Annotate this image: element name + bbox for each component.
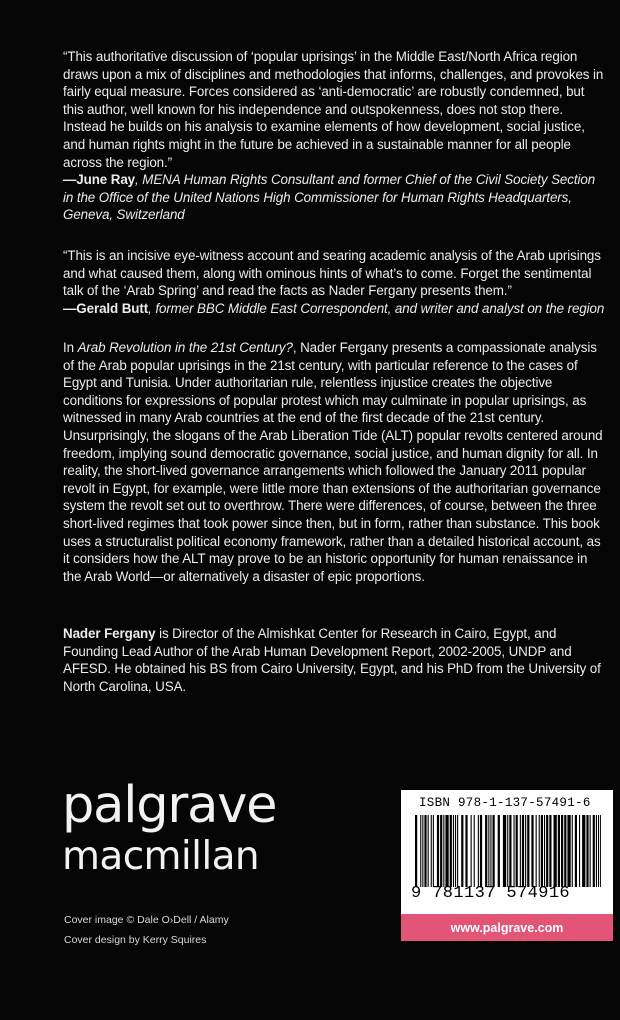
- author-bio-text: [63, 625, 608, 695]
- endorser-affiliation: , former BBC Middle East Correspondent, and writer and analyst on the region: [148, 300, 605, 316]
- barcode-bar: [531, 815, 533, 887]
- endorsement-attribution: [63, 300, 608, 318]
- barcode-bar: [544, 815, 545, 887]
- barcode-bar: [590, 815, 591, 887]
- barcode-bar: [564, 815, 566, 887]
- endorsement-quote-text: “This authoritative discussion of ‘popular uprisings’ in the Middle East/North Africa region draws upon a mix of disciplines and methodologies that informs, challenges, and provokes in fairly equal measure. Forces considered as ‘anti-democratic’ are robustly condemned, but this author, well known for his independence and outspokenness, does not stop there. Instead he builds on his analysis to examine elements of how development, social justice, and human rights might in the future be achieved in a sustainable manner for all people across the region.”: [63, 49, 604, 170]
- publisher-logo-line1: palgrave: [62, 776, 277, 835]
- isbn-label: ISBN 978-1-137-57491-6: [419, 796, 591, 810]
- barcode-bar: [554, 815, 557, 887]
- barcode-bar: [433, 815, 434, 887]
- barcode-bar: [561, 815, 563, 887]
- endorsement-quote-text: “This is an incisive eye-witness account and searing academic analysis of the Arab uprisings and what caused them, along with ominous hints of what’s to come. Forget the sentimental talk of the ‘Arab Spring’ and read the facts as Nader Fergany presents them.”: [63, 248, 601, 299]
- publisher-website[interactable]: www.palgrave.com: [401, 914, 613, 941]
- description-body: , Nader Fergany presents a compassionate analysis of the Arab popular uprisings in the 21st century, with particular reference to the cases of Egypt and Tunisia. Under authoritarian rule, relentless injustice creates the objective conditions for expressions of popular protest which may culminate in popular uprisings, as witnessed in many Arab countries at the end of the first decade of the 21st century. Unsurprisingly, the slogans of the Arab Liberation Tide (ALT) popular revolts centered around freedom, implying sound democratic governance, social justice, and human dignity for all. In reality, the short-lived governance arrangements which followed the January 2011 popular revolt in Egypt, for example, were little more than extensions of the authoritarian governance system the revolt set out to overthrow. There were differences, of course, between the three short-lived regimes that took power since then, but in form, rather than substance. This book uses a structuralist political economy framework, rather than a detailed historical account, as it considers how the ALT may prove to be an historic opportunity for human renaissance in the Arab World—or alternatively a disaster of epic proportions.: [63, 340, 603, 584]
- barcode-bar: [440, 815, 442, 887]
- book-description: [63, 339, 608, 585]
- barcode-bar: [549, 815, 551, 887]
- barcode-bar: [567, 815, 570, 887]
- barcode-bar: [437, 815, 439, 887]
- barcode-bar: [415, 815, 417, 887]
- endorser-name: —June Ray: [63, 172, 136, 188]
- barcode-bar: [539, 815, 540, 887]
- cover-credits: [64, 910, 229, 950]
- barcode-bar: [450, 815, 452, 887]
- barcode-bar: [461, 815, 463, 887]
- barcode-bar: [572, 815, 573, 887]
- barcode-bar: [420, 815, 421, 887]
- barcode-bar: [455, 815, 456, 887]
- book-title: Arab Revolution in the 21st Century?: [77, 340, 293, 355]
- barcode-bar: [490, 815, 491, 887]
- barcode-bar: [443, 815, 444, 887]
- description-prefix: In: [63, 340, 78, 355]
- cover-image-credit: Cover image © Dale O›Dell / Alamy: [64, 914, 229, 926]
- barcode-bar: [546, 815, 548, 887]
- barcode-bar: [465, 815, 467, 887]
- barcode-bar: [507, 815, 508, 887]
- barcode-bar: [457, 815, 458, 887]
- barcode-bar: [480, 815, 482, 887]
- barcode-bar: [453, 815, 454, 887]
- endorser-affiliation: , MENA Human Rights Consultant and former Chief of the Civil Society Section in the Office of the United Nations High Commissioner for Human Rights Headquarters, Geneva, Switzerland: [63, 172, 596, 223]
- isbn-barcode: [401, 790, 613, 914]
- barcode-bar: [536, 815, 537, 887]
- endorsement-june-ray: [63, 48, 608, 224]
- barcode-bar: [596, 815, 597, 887]
- barcode-bar: [525, 815, 526, 887]
- barcode-bar: [598, 815, 599, 887]
- barcode-bar: [600, 815, 601, 887]
- barcode-bar: [498, 815, 500, 887]
- barcode-bar: [503, 815, 506, 887]
- barcode-bar: [558, 815, 560, 887]
- publisher-logo: [62, 776, 277, 879]
- barcode-bar: [593, 815, 595, 887]
- barcode-bar: [516, 815, 518, 887]
- endorsement-gerald-butt: [63, 247, 608, 317]
- author-bio: [63, 625, 608, 695]
- barcode-bar: [520, 815, 521, 887]
- barcode-bars: [415, 815, 601, 887]
- barcode-bar: [474, 815, 475, 887]
- barcode-bar: [493, 815, 495, 887]
- barcode-bar: [488, 815, 489, 887]
- barcode-bar: [514, 815, 515, 887]
- barcode-digits: 9 781137 574916: [411, 884, 571, 903]
- barcode-bar: [575, 815, 577, 887]
- barcode-bar: [509, 815, 511, 887]
- endorser-name: —Gerald Butt: [63, 300, 149, 316]
- author-name: Nader Fergany: [63, 626, 156, 641]
- cover-design-credit: Cover design by Kerry Squires: [64, 934, 207, 946]
- barcode-bar: [582, 815, 585, 887]
- barcode-bar: [522, 815, 524, 887]
- endorsement-attribution: [63, 171, 608, 224]
- barcode-bar: [478, 815, 479, 887]
- author-bio-body: is Director of the Almishkat Center for Research in Cairo, Egypt, and Founding Lead Author of the Arab Human Development Report, 2002-2005, UNDP and AFESD. He obtained his BS from Cairo University, Egypt, and his PhD from the University of North Carolina, USA.: [63, 626, 601, 694]
- barcode-bar: [445, 815, 448, 887]
- barcode-bar: [541, 815, 543, 887]
- publisher-logo-line2: macmillan: [62, 834, 260, 879]
- barcode-bar: [431, 815, 432, 887]
- barcode-bar: [579, 815, 580, 887]
- barcode-bar: [422, 815, 423, 887]
- barcode-bar: [424, 815, 426, 887]
- barcode-bar: [485, 815, 487, 887]
- book-description-text: [63, 339, 608, 585]
- barcode-bar: [586, 815, 588, 887]
- barcode-bar: [428, 815, 429, 887]
- barcode-bar: [527, 815, 529, 887]
- barcode-bar: [471, 815, 472, 887]
